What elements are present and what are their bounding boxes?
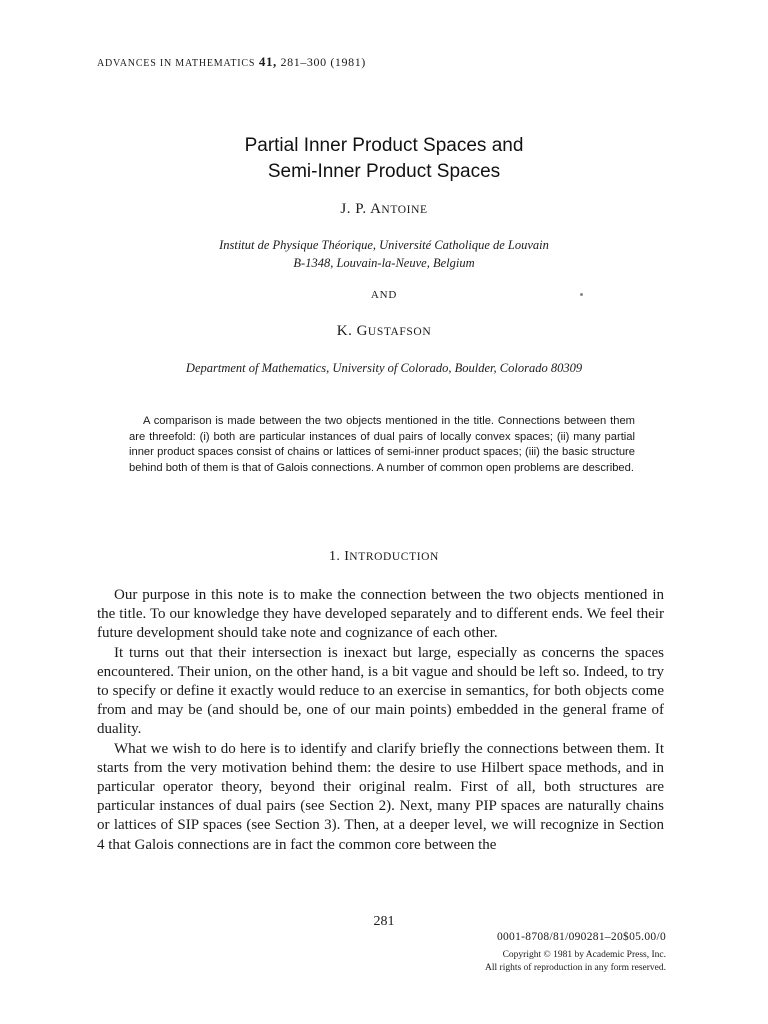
- article-code: 0001-8708/81/090281–20$05.00/0: [496, 931, 666, 943]
- author-1-affiliation-line-1: Institut de Physique Théorique, Université Catholique de Louvain: [219, 238, 549, 252]
- author-2-affiliation-line-1: Department of Mathematics, University of Colorado, Boulder, Colorado 80309: [185, 361, 583, 375]
- body-text: [97, 586, 664, 855]
- journal-pages-year: 281–300 (1981): [280, 55, 366, 69]
- paragraph: What we wish to do here is to identify and clarify briefly the connections between them. It starts from the very motivation behind them: the desire to use Hilbert space methods, and in particular operator theory, beyond their original realm. First of all, both structures are particular instances of dual pairs (see Section 2). Next, many PIP spaces are naturally chains or lattices of SIP spaces (see Section 3). Then, at a deeper level, we will recognize in Section 4 that Galois connections are in fact the common core between the: [97, 740, 664, 853]
- author-2-name: [0, 323, 768, 340]
- abstract: A comparison is made between the two objects mentioned in the title. Connections between them are threefold: (i) both are particular instances of dual pairs of locally convex spaces; (ii) many partial inner product spaces consist of chains or lattices of semi-inner product spaces; (iii) the basic structure behind both of them is that of Galois connections. A number of common open problems are described.: [129, 415, 635, 474]
- journal-name: ADVANCES IN MATHEMATICS: [97, 58, 256, 69]
- paper-title-line-1: Partial Inner Product Spaces and: [244, 135, 524, 156]
- section-heading: [0, 549, 768, 565]
- author-1-affiliation-line-2: B-1348, Louvain-la-Neuve, Belgium: [293, 256, 475, 270]
- copyright-notice: Copyright © 1981 by Academic Press, Inc.: [502, 950, 666, 960]
- and-separator: AND: [370, 289, 398, 301]
- author-2-affiliation: [0, 359, 768, 377]
- author-2-surname: USTAFSON: [367, 326, 432, 338]
- paper-title-line-2: Semi-Inner Product Spaces: [267, 161, 501, 182]
- rights-notice: All rights of reproduction in any form reserved.: [485, 963, 666, 973]
- journal-header: [97, 54, 366, 70]
- scan-speck: [580, 293, 583, 296]
- author-1-name: [0, 201, 768, 218]
- author-1-initials: J. P. A: [340, 201, 382, 217]
- paragraph: It turns out that their intersection is inexact but large, especially as concerns the spaces encountered. Their union, on the other hand, is a bit vague and should be left so. Indeed, to try to specify or define it exactly would reduce to an exercise in semantics, for both objects come from and may be (and should be, one of our main points) embedded in the general frame of duality.: [97, 644, 664, 738]
- section-name: NTRODUCTION: [349, 551, 439, 563]
- author-1-affiliation: [0, 236, 768, 272]
- author-2-initials: K. G: [336, 323, 368, 339]
- page-number: 281: [373, 914, 395, 929]
- author-1-surname: NTOINE: [381, 204, 428, 216]
- journal-volume: 41,: [258, 54, 277, 69]
- paragraph: Our purpose in this note is to make the connection between the two objects mentioned in the title. To our knowledge they have developed separately and to different ends. We feel their future development should take note and cognizance of each other.: [97, 587, 664, 642]
- section-number: 1. I: [329, 549, 350, 564]
- paper-title: [0, 133, 768, 185]
